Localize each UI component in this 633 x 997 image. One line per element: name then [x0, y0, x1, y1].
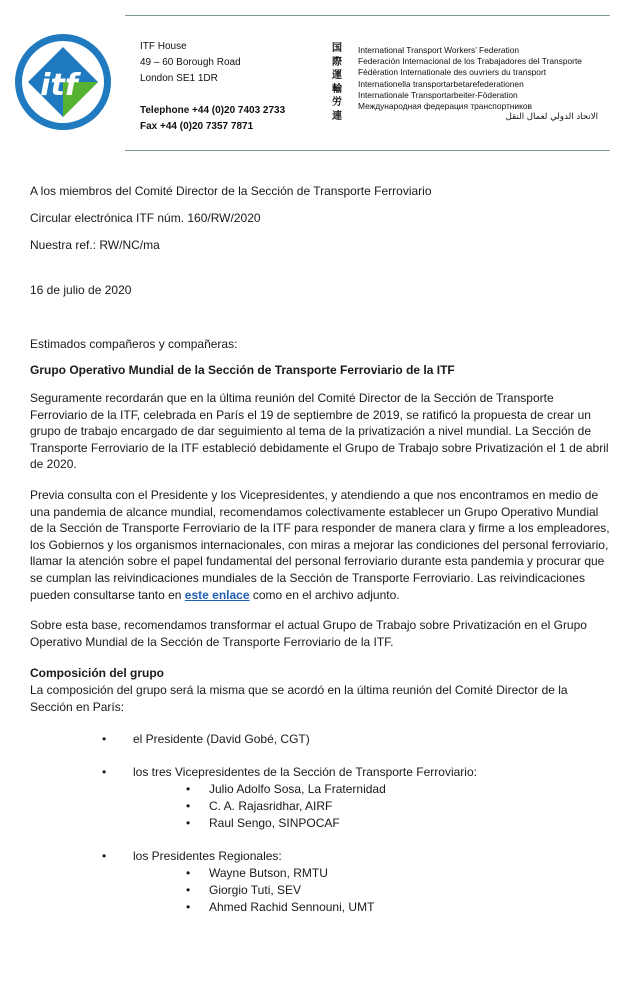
itf-logo — [14, 33, 112, 131]
bullet-icon: • — [102, 849, 107, 863]
reference: Nuestra ref.: RW/NC/ma — [30, 238, 160, 252]
salutation: Estimados compañeros y compañeras: — [30, 337, 238, 351]
org-name-de: Internationale Transportarbeiter-Föderation — [358, 89, 518, 100]
bullet-icon: • — [186, 782, 191, 796]
member-regional-presidents: los Presidentes Regionales: — [133, 849, 282, 863]
telephone: Telephone +44 (0)20 7403 2733 — [140, 105, 286, 116]
org-name-fr: Fédération Internationale des ouvriers du transport — [358, 67, 547, 78]
bullet-icon: • — [186, 900, 191, 914]
recipient: A los miembros del Comité Director de la Sección de Transporte Ferroviario — [30, 184, 432, 198]
bullet-icon: • — [186, 816, 191, 830]
subject: Grupo Operativo Mundial de la Sección de Transporte Ferroviario de la ITF — [30, 363, 455, 377]
paragraph-2 — [30, 487, 613, 603]
org-name-sv: Internationella transportarbetarefederationen — [358, 78, 524, 89]
bullet-icon: • — [186, 799, 191, 813]
logo-text: itf — [40, 68, 78, 103]
fax: Fax +44 (0)20 7357 7871 — [140, 121, 254, 132]
cjk-name-vertical — [330, 42, 344, 123]
bullet-icon: • — [186, 883, 191, 897]
header-bottom-rule — [125, 150, 610, 151]
cjk-char: 輸 — [332, 83, 342, 95]
org-name-ar: الاتحاد الدولي لعمال النقل — [505, 112, 598, 123]
este-enlace-link[interactable]: este enlace — [184, 587, 250, 602]
regional-2: Giorgio Tuti, SEV — [209, 883, 302, 897]
address-line-3: London SE1 1DR — [140, 73, 218, 84]
regional-1: Wayne Butson, RMTU — [209, 866, 328, 880]
org-names — [358, 45, 598, 123]
cjk-char: 連 — [332, 110, 342, 122]
circular-number: Circular electrónica ITF núm. 160/RW/2020 — [30, 211, 261, 225]
cjk-char: 労 — [332, 97, 342, 108]
composition-heading: Composición del grupo — [30, 666, 164, 680]
address-block — [140, 39, 285, 135]
cjk-char: 運 — [332, 70, 342, 81]
member-president: el Presidente (David Gobé, CGT) — [133, 732, 310, 746]
paragraph-3: Sobre esta base, recomendamos transformar el actual Grupo de Trabajo sobre Privatización en el Grupo Operativo Mundial de la Sección de Transporte Ferroviario de la ITF. — [30, 618, 587, 649]
bullet-icon: • — [102, 732, 107, 746]
composition-intro: La composición del grupo será la misma que se acordó en la última reunión del Comité Director de la Sección en París: — [30, 683, 568, 714]
date: 16 de julio de 2020 — [30, 283, 132, 297]
member-vicepresidents: los tres Vicepresidentes de la Sección de Transporte Ferroviario: — [133, 765, 477, 779]
address-line-1: ITF House — [140, 41, 187, 52]
org-name-en: International Transport Workers’ Federation — [358, 45, 520, 55]
vp-1: Julio Adolfo Sosa, La Fraternidad — [209, 782, 386, 796]
paragraph-2-text: Previa consulta con el Presidente y los Vicepresidentes, y atendiendo a que nos encontramos en medio de una pandemia de alcance mundial, recomendamos colectivamente establecer un Grupo Operativo Mundial de la Sección de Transporte Ferroviario de la ITF para responder de manera clara y firme a los empleadores, los Gobiernos y los organismos internacionales, con miras a mejorar las condiciones del personal ferroviario, llamar la atención sobre el papel fundamental del personal ferroviario durante esta pandemia y procurar que se cumplan las reivindicaciones mundiales de la Sección de Transporte Ferroviario. Las reivindicaciones pueden consultarse tanto en — [30, 488, 610, 602]
cjk-char: 国 — [332, 43, 342, 54]
vp-2: C. A. Rajasridhar, AIRF — [209, 799, 333, 813]
bullet-icon: • — [102, 765, 107, 779]
vp-3: Raul Sengo, SINPOCAF — [209, 816, 340, 830]
paragraph-1: Seguramente recordarán que en la última reunión del Comité Director de la Sección de Transporte Ferroviario de la ITF, celebrada en París el 19 de septiembre de 2019, se ratificó la propuesta de crear un grupo de trabajo encargado de dar seguimiento al tema de la privatización a nivel mundial. La Sección de Transporte Ferroviario de la ITF estableció debidamente el Grupo de Trabajo sobre Privatización el 1 de abril de 2020. — [30, 391, 609, 472]
regional-3: Ahmed Rachid Sennouni, UMT — [209, 900, 375, 914]
org-name-es: Federación Internacional de los Trabajadores del Transporte — [358, 56, 582, 67]
paragraph-2-tail: como en el archivo adjunto. — [252, 587, 400, 602]
org-name-ru: Международная федерация транспортников — [358, 100, 532, 111]
header-top-rule — [125, 15, 610, 16]
cjk-char: 際 — [332, 56, 342, 68]
bullet-icon: • — [186, 866, 191, 880]
address-line-2: 49 – 60 Borough Road — [140, 57, 241, 68]
